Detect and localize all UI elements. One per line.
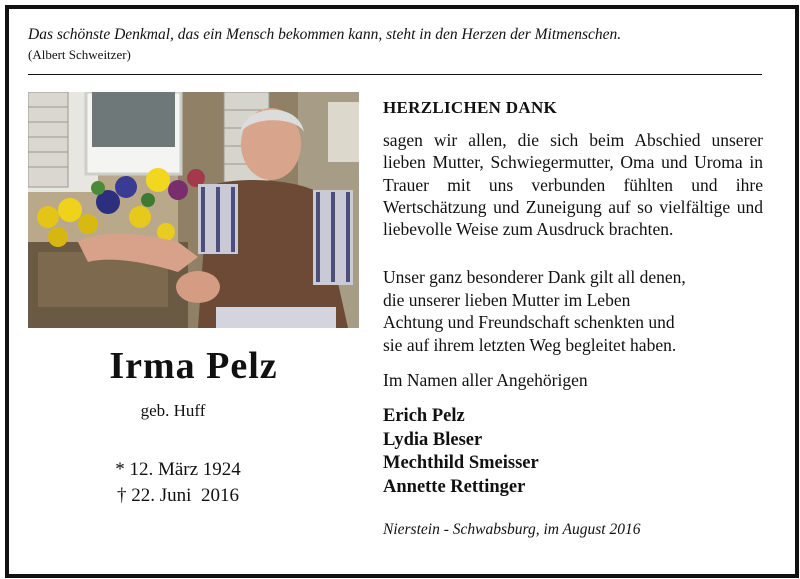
thanks-heading: HERZLICHEN DANK: [383, 98, 558, 117]
portrait-photo: [28, 92, 359, 328]
on-behalf-text: Im Namen aller Angehörigen: [383, 370, 588, 390]
signer-name: Mechthild Smeisser: [383, 453, 539, 473]
birth-date: * 12. März 1924: [115, 459, 241, 480]
thanks-paragraph-1: sagen wir allen, die sich beim Abschied unserer lieben Mutter, Schwiegermutter, Oma und Uroma in Trauer mit uns verbunden fühlten und ihre Wertschätzung und Zuneigung auf so vielfältige und liebevolle Weise zum Ausdruck brachten.: [383, 130, 763, 240]
signer-name: Annette Rettinger: [383, 476, 526, 497]
quote-text: Das schönste Denkmal, das ein Mensch bekommen kann, steht in den Herzen der Mitmenschen.: [28, 26, 622, 43]
divider-line: [28, 74, 762, 75]
paragraph-line: Unser ganz besonderer Dank gilt all denen,: [383, 267, 686, 287]
signer-name: Erich Pelz: [383, 406, 465, 426]
life-dates: [28, 457, 328, 509]
thanks-paragraph-2: [383, 266, 763, 356]
deceased-name: Irma Pelz: [109, 345, 278, 387]
quote-author: (Albert Schweitzer): [28, 47, 131, 62]
paragraph-line: Achtung und Freundschaft schenkten und: [383, 312, 675, 332]
signer-name: Lydia Bleser: [383, 429, 483, 450]
place-date: Nierstein - Schwabsburg, im August 2016: [383, 521, 641, 538]
death-date: † 22. Juni 2016: [117, 485, 239, 506]
paragraph-line: sie auf ihrem letzten Weg begleitet haben.: [383, 334, 677, 355]
birth-name: geb. Huff: [140, 401, 206, 420]
paragraph-line: die unserer lieben Mutter im Leben: [383, 289, 631, 310]
signer-list: [383, 405, 539, 499]
